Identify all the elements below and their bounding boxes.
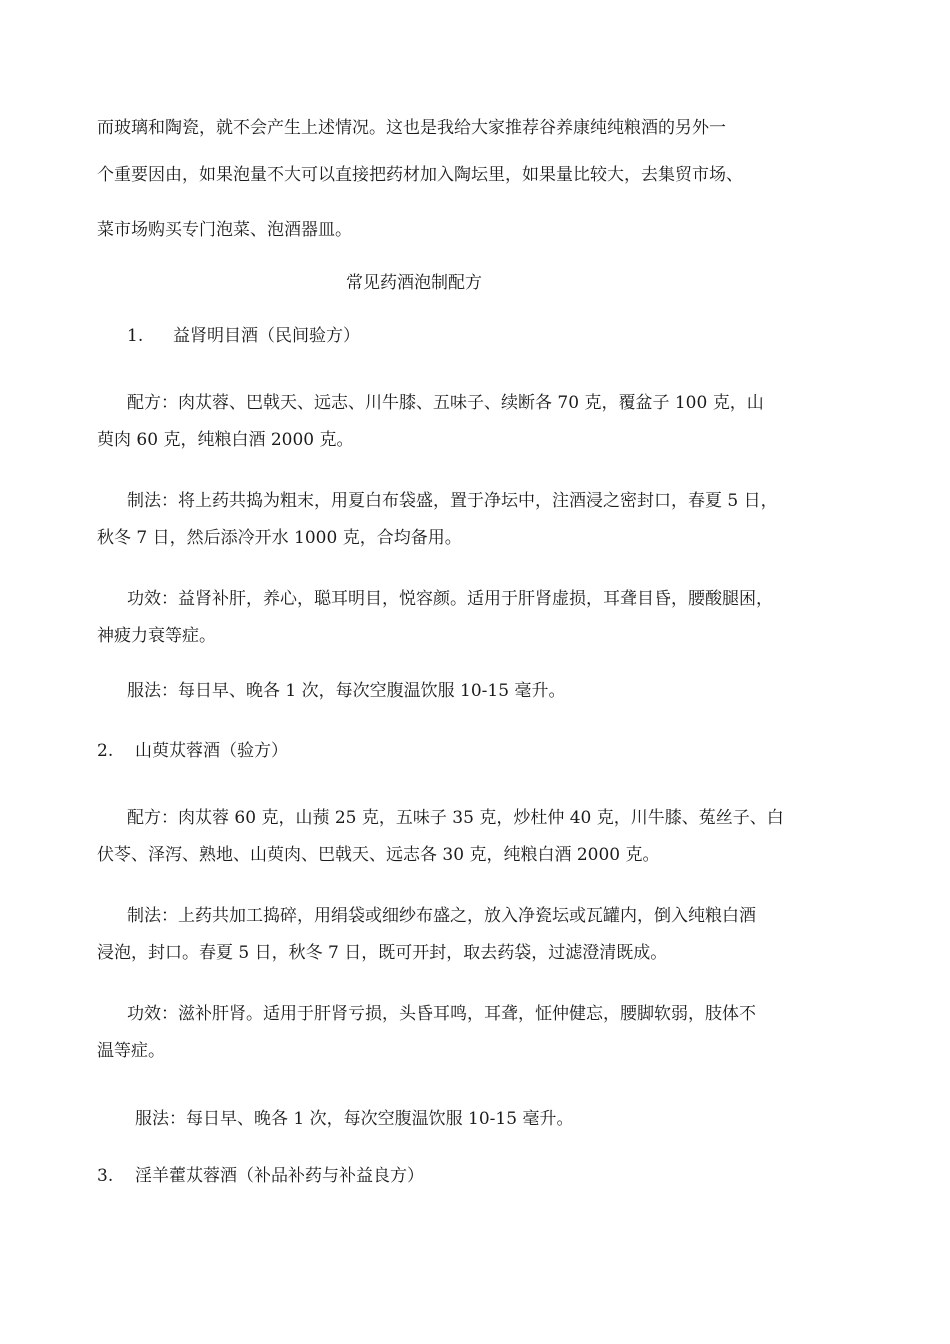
recipe-1-title: 益肾明目酒（民间验方） [173,326,360,346]
recipe-1-formula-line-2: 萸肉 60 克，纯粮白酒 2000 克。 [97,430,354,450]
recipe-3-number: 3. [97,1166,114,1186]
recipe-2-number: 2. [97,741,114,761]
recipe-2-effect-line-2: 温等症。 [97,1041,165,1061]
recipe-1-effect-line-1: 功效：益肾补肝，养心，聪耳明目，悦容颜。适用于肝肾虚损，耳聋目昏，腰酸腿困， [127,589,773,609]
recipe-1-effect-line-2: 神疲力衰等症。 [97,626,216,646]
recipe-2-formula-line-2: 伏苓、泽泻、熟地、山萸肉、巴戟天、远志各 30 克，纯粮白酒 2000 克。 [97,845,660,865]
recipe-1-method-line-1: 制法：将上药共捣为粗末，用夏白布袋盛，置于净坛中，注酒浸之密封口，春夏 5 日， [127,491,778,511]
intro-line-3: 菜市场购买专门泡菜、泡酒器皿。 [97,220,352,240]
recipe-2-usage: 服法：每日早、晚各 1 次，每次空腹温饮服 10-15 毫升。 [135,1109,574,1129]
recipe-1-method-line-2: 秋冬 7 日，然后添冷开水 1000 克，合均备用。 [97,528,462,548]
section-title: 常见药酒泡制配方 [346,273,482,293]
recipe-2-method-line-1: 制法：上药共加工捣碎，用绢袋或细纱布盛之，放入净瓷坛或瓦罐内，倒入纯粮白酒 [127,906,756,926]
recipe-1-usage: 服法：每日早、晚各 1 次，每次空腹温饮服 10-15 毫升。 [127,681,566,701]
recipe-2-formula-line-1: 配方：肉苁蓉 60 克，山蓣 25 克，五味子 35 克，炒杜仲 40 克，川牛膝、菟丝子、白 [127,808,784,828]
recipe-2-title: 山萸苁蓉酒（验方） [135,741,288,761]
recipe-2-method-line-2: 浸泡，封口。春夏 5 日，秋冬 7 日，既可开封，取去药袋，过滤澄清既成。 [97,943,668,963]
recipe-1-number: 1. [127,326,144,346]
recipe-1-formula-line-1: 配方：肉苁蓉、巴戟天、远志、川牛膝、五味子、续断各 70 克，覆盆子 100 克，山 [127,393,764,413]
recipe-3-title: 淫羊藿苁蓉酒（补品补药与补益良方） [135,1166,424,1186]
intro-line-2: 个重要因由，如果泡量不大可以直接把药材加入陶坛里，如果量比较大，去集贸市场、 [97,165,743,185]
recipe-2-effect-line-1: 功效：滋补肝肾。适用于肝肾亏损，头昏耳鸣，耳聋，怔仲健忘，腰脚软弱，肢体不 [127,1004,756,1024]
intro-line-1: 而玻璃和陶瓷，就不会产生上述情况。这也是我给大家推荐谷养康纯纯粮酒的另外一 [97,118,726,138]
